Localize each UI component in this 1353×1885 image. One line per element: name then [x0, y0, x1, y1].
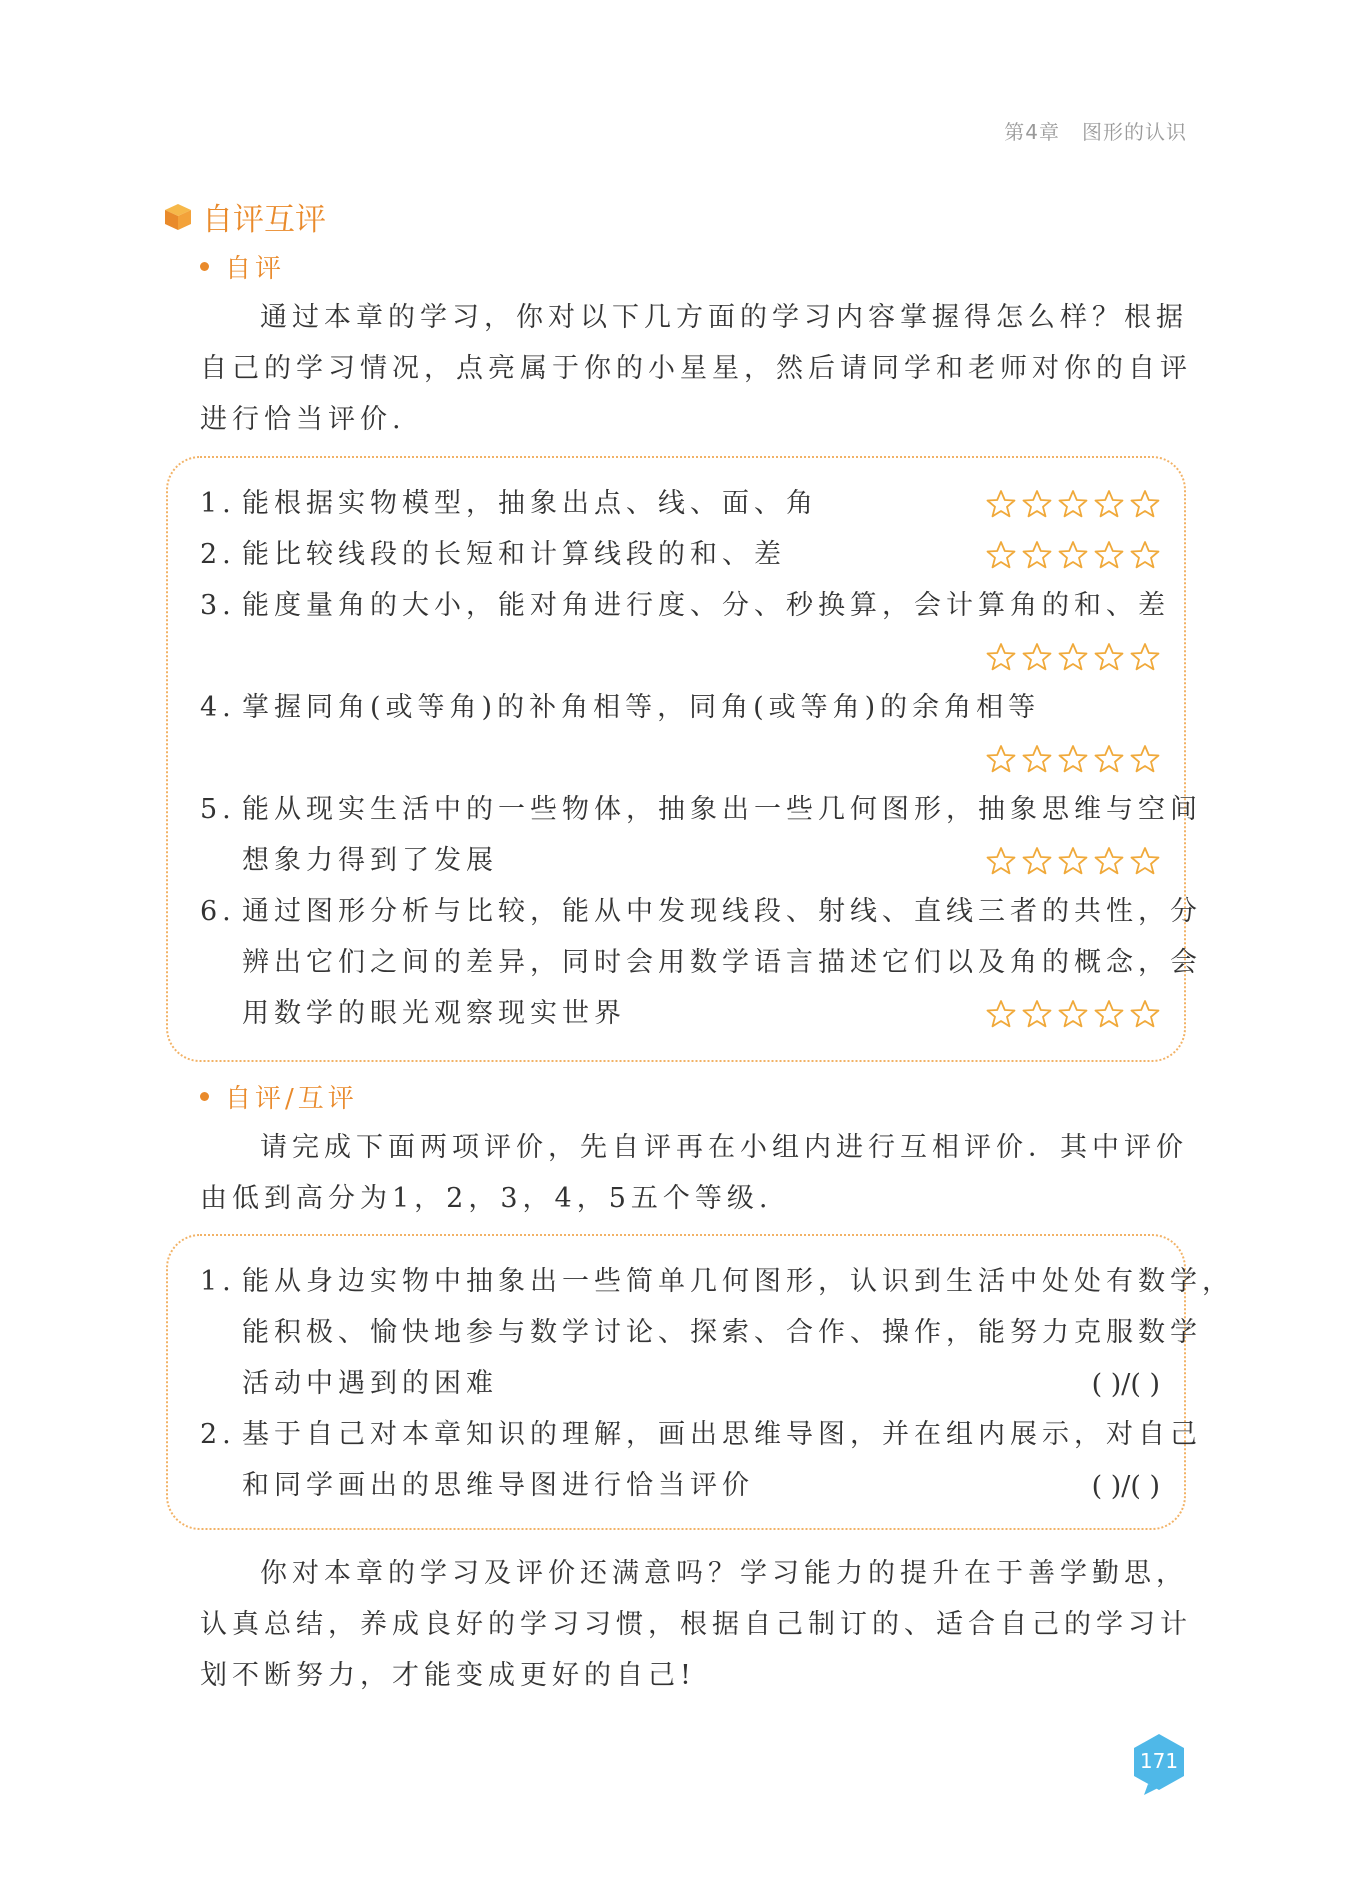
star-icon[interactable]	[1094, 744, 1124, 774]
star-icon[interactable]	[1022, 642, 1052, 672]
closing-line: 划不断努力，才能变成更好的自己!	[200, 1660, 696, 1691]
star-icon[interactable]	[1094, 846, 1124, 876]
star-icon[interactable]	[1022, 744, 1052, 774]
closing-line: 认真总结，养成良好的学习习惯，根据自己制订的、适合自己的学习计	[200, 1609, 1192, 1640]
section-title	[162, 194, 326, 239]
star-icon[interactable]	[1094, 540, 1124, 570]
star-icon[interactable]	[1022, 540, 1052, 570]
star-rating-3[interactable]	[986, 642, 1160, 672]
star-icon[interactable]	[986, 540, 1016, 570]
star-rating-5[interactable]	[986, 846, 1160, 876]
star-icon[interactable]	[1058, 642, 1088, 672]
item-text: 能积极、愉快地参与数学讨论、探索、合作、操作，能努力克服数学	[242, 1317, 1202, 1348]
bullet-dot	[200, 262, 209, 271]
item-text: 通过图形分析与比较，能从中发现线段、射线、直线三者的共性，分	[242, 896, 1202, 927]
item-number: 1.	[200, 488, 236, 519]
star-icon[interactable]	[986, 642, 1016, 672]
bullet-dot	[200, 1092, 209, 1101]
star-rating-6[interactable]	[986, 999, 1160, 1029]
item-number: 2.	[200, 1419, 236, 1450]
star-icon[interactable]	[1022, 489, 1052, 519]
item-text: 能度量角的大小，能对角进行度、分、秒换算，会计算角的和、差	[242, 590, 1170, 621]
item-number: 3.	[200, 590, 236, 621]
intro-line: 通过本章的学习，你对以下几方面的学习内容掌握得怎么样？根据	[260, 302, 1188, 333]
chapter-header	[1004, 116, 1187, 145]
star-icon[interactable]	[1022, 999, 1052, 1029]
self-eval-heading	[200, 248, 285, 285]
chapter-title: 图形的认识	[1082, 120, 1187, 144]
item-text: 能从现实生活中的一些物体，抽象出一些几何图形，抽象思维与空间	[242, 794, 1202, 825]
star-icon[interactable]	[1058, 744, 1088, 774]
intro-line: 由低到高分为1，2，3，4，5五个等级.	[200, 1183, 773, 1214]
peer-eval-heading	[200, 1078, 358, 1115]
star-icon[interactable]	[986, 489, 1016, 519]
rating-answer-2[interactable]: ( )/( )	[1091, 1471, 1160, 1502]
item-number: 4.	[200, 692, 236, 723]
self-eval-heading-text: 自评	[225, 254, 286, 284]
page-number-badge	[1130, 1732, 1188, 1796]
closing-line: 你对本章的学习及评价还满意吗？学习能力的提升在于善学勤思，	[260, 1558, 1188, 1589]
item-text: 想象力得到了发展	[242, 845, 498, 876]
star-icon[interactable]	[1130, 744, 1160, 774]
star-rating-4[interactable]	[986, 744, 1160, 774]
item-number: 1.	[200, 1266, 236, 1297]
peer-eval-intro	[200, 1122, 1188, 1224]
star-icon[interactable]	[1058, 999, 1088, 1029]
item-text: 活动中遇到的困难	[242, 1368, 498, 1399]
item-text: 能比较线段的长短和计算线段的和、差	[242, 539, 786, 570]
intro-line: 自己的学习情况，点亮属于你的小星星，然后请同学和老师对你的自评	[200, 353, 1192, 384]
item-number: 2.	[200, 539, 236, 570]
page-number: 171	[1139, 1749, 1179, 1773]
cube-icon	[162, 201, 194, 233]
item-text: 辨出它们之间的差异，同时会用数学语言描述它们以及角的概念，会	[242, 947, 1202, 978]
star-icon[interactable]	[1130, 489, 1160, 519]
star-icon[interactable]	[1094, 642, 1124, 672]
star-icon[interactable]	[1130, 642, 1160, 672]
star-icon[interactable]	[1094, 489, 1124, 519]
chapter-number: 第4章	[1004, 120, 1060, 144]
closing-paragraph	[200, 1548, 1192, 1701]
star-icon[interactable]	[1058, 540, 1088, 570]
star-icon[interactable]	[986, 744, 1016, 774]
star-icon[interactable]	[986, 999, 1016, 1029]
section-title-text: 自评互评	[202, 202, 326, 238]
star-icon[interactable]	[1130, 999, 1160, 1029]
star-icon[interactable]	[1022, 846, 1052, 876]
intro-line: 请完成下面两项评价，先自评再在小组内进行互相评价．其中评价	[260, 1132, 1188, 1163]
item-number: 5.	[200, 794, 236, 825]
star-rating-2[interactable]	[986, 540, 1160, 570]
item-text: 能从身边实物中抽象出一些简单几何图形，认识到生活中处处有数学，	[242, 1266, 1234, 1297]
self-eval-intro	[200, 292, 1192, 445]
star-icon[interactable]	[1058, 489, 1088, 519]
item-text: 用数学的眼光观察现实世界	[242, 998, 626, 1029]
star-icon[interactable]	[986, 846, 1016, 876]
item-text: 掌握同角(或等角)的补角相等，同角(或等角)的余角相等	[242, 692, 1041, 723]
intro-line: 进行恰当评价.	[200, 404, 406, 435]
star-icon[interactable]	[1094, 999, 1124, 1029]
item-text: 基于自己对本章知识的理解，画出思维导图，并在组内展示，对自己	[242, 1419, 1202, 1450]
star-icon[interactable]	[1130, 540, 1160, 570]
item-text: 和同学画出的思维导图进行恰当评价	[242, 1470, 754, 1501]
star-rating-1[interactable]	[986, 489, 1160, 519]
star-icon[interactable]	[1130, 846, 1160, 876]
rating-answer-1[interactable]: ( )/( )	[1091, 1369, 1160, 1400]
star-icon[interactable]	[1058, 846, 1088, 876]
item-text: 能根据实物模型，抽象出点、线、面、角	[242, 488, 818, 519]
item-number: 6.	[200, 896, 236, 927]
peer-eval-heading-text: 自评/互评	[225, 1084, 358, 1114]
